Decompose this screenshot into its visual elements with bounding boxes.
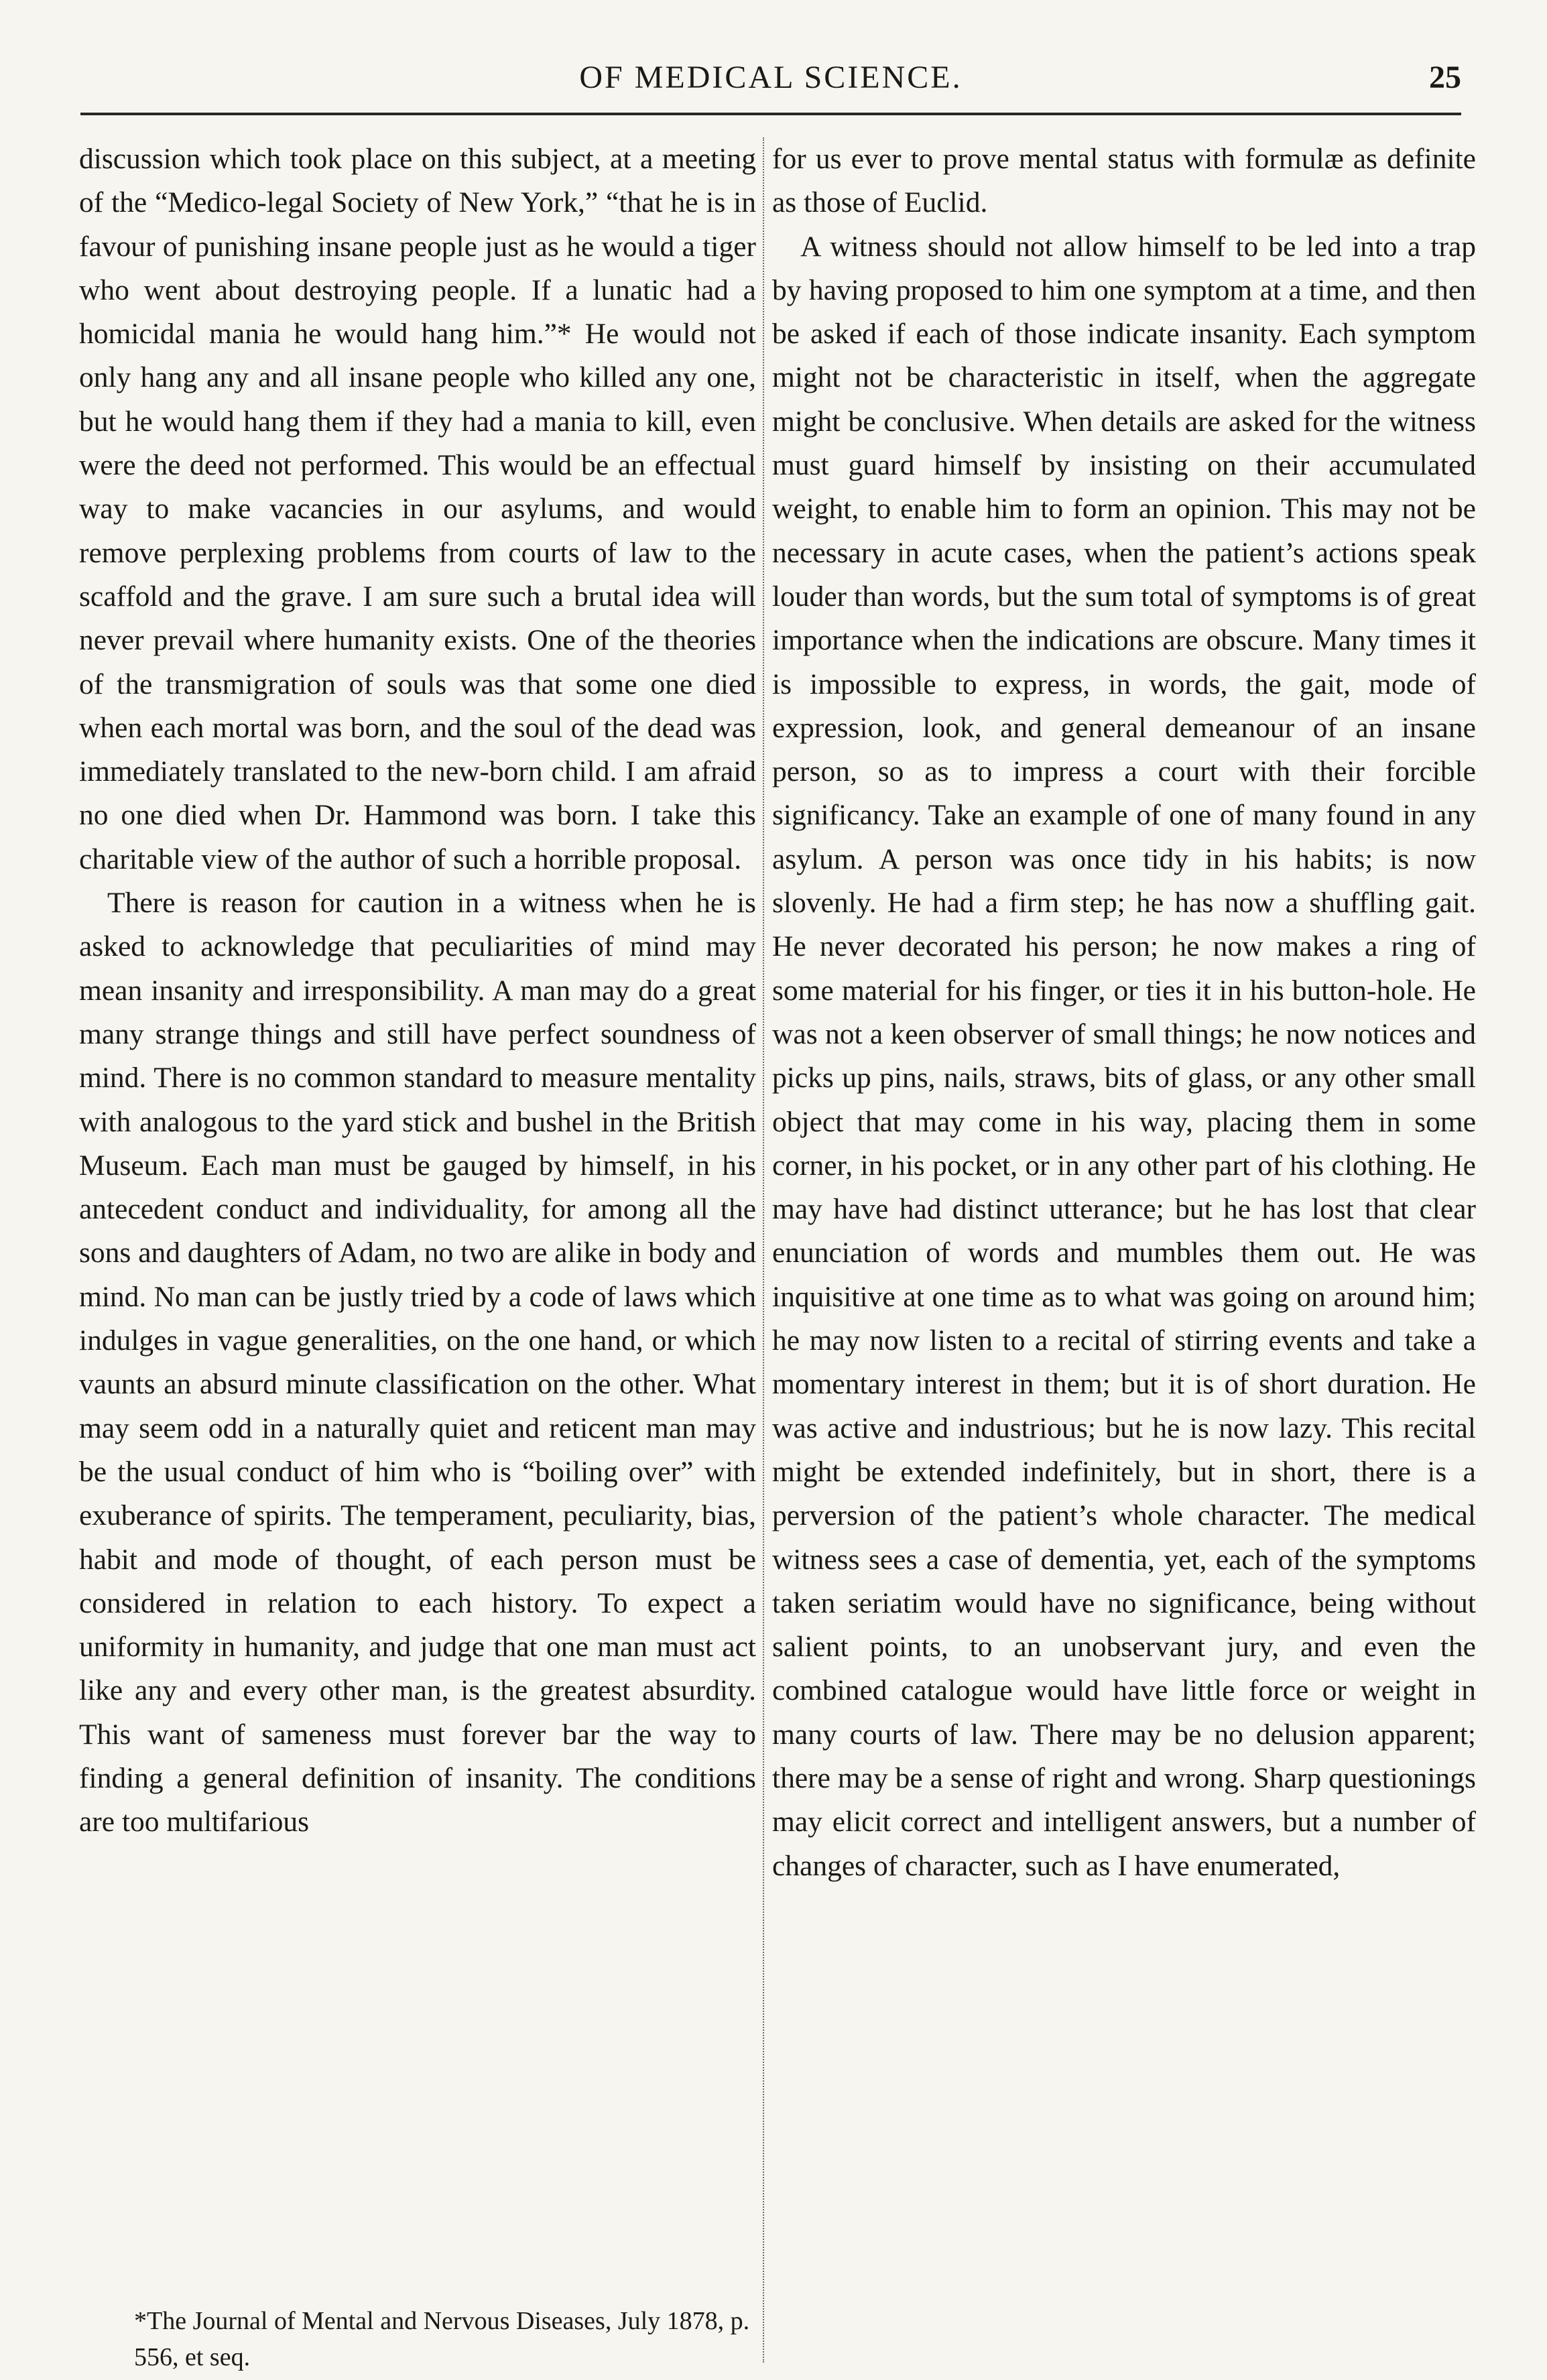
left-paragraph-1: discussion which took place on this subject, at a meeting of the “Medico-legal Society of New York,” “that he is in favour of punishing insane people just as he would a tiger who went about destroying people. If a lunatic had a homicidal mania he would hang him.”* He would not only hang any and all insane people who killed any one, but he would hang them if they had a mania to kill, even were the deed not performed. This would be an effectual way to make vacancies in our asylums, and would remove perplexing problems from courts of law to the scaffold and the grave. I am sure such a brutal idea will never prevail where humanity exists. One of the theories of the transmigration of souls was that some one died when each mortal was born, and the soul of the dead was immediately translated to the new-born child. I am afraid no one died when Dr. Hammond was born. I take this charitable view of the author of such a horrible proposal.	[79, 143, 756, 875]
footnote: *The Journal of Mental and Nervous Diseases, July 1878, p. 556, et seq.	[134, 2307, 750, 2371]
right-paragraph-2: A witness should not allow himself to be led into a trap by having proposed to him one symptom at a time, and then be asked if each of those indicate insanity. Each symptom might not be characteristic in itself, when the aggregate might be conclusive. When details are asked for the witness must guard himself by insisting on their accumulated weight, to enable him to form an opinion. This may not be necessary in acute cases, when the patient’s actions speak louder than words, but the sum total of symptoms is of great importance when the indications are obscure. Many times it is impossible to express, in words, the gait, mode of expression, look, and general demeanour of an insane person, so as to impress a court with their forcible significancy. Take an example of one of many found in any asylum. A person was once tidy in his habits; is now slovenly. He had a firm step; he has now a shuffling gait. He never decorated his person; he now makes a ring of some material for his finger, or ties it in his button-hole. He was not a keen observer of small things; he now notices and picks up pins, nails, straws, bits of glass, or any other small object that may come in his way, placing them in some corner, in his pocket, or in any other part of his clothing. He may have had distinct utterance; but he has lost that clear enunciation of words and mumbles them out. He was inquisitive at one time as to what was going on around him; he may now listen to a recital of stirring events and take a momentary interest in them; but it is of short duration. He was active and industrious; but he is now lazy. This recital might be extended indefinitely, but in short, there is a perversion of the patient’s whole character. The medical witness sees a case of dementia, yet, each of the symptoms taken seriatim would have no significance, being without salient points, to an unobservant jury, and even the combined catalogue would have little force or weight in many courts of law. There may be no delusion apparent; there may be a sense of right and wrong. Sharp questionings may elicit correct and intelligent answers, but a number of changes of character, such as I have enumerated,	[772, 230, 1476, 1882]
header-rule	[80, 113, 1461, 115]
page-number: 25	[1429, 60, 1461, 95]
page-header	[80, 52, 1461, 106]
left-column	[79, 137, 756, 1844]
left-paragraph-2: There is reason for caution in a witness when he is asked to acknowledge that peculiarities of mind may mean insanity and irresponsibility. A man may do a great many strange things and still have perfect soundness of mind. There is no common standard to measure mentality with analogous to the yard stick and bushel in the British Museum. Each man must be gauged by himself, in his antecedent conduct and individuality, for among all the sons and daughters of Adam, no two are alike in body and mind. No man can be justly tried by a code of laws which indulges in vague generalities, on the one hand, or which vaunts an absurd minute classification on the other. What may seem odd in a naturally quiet and reticent man may be the usual conduct of him who is “boiling over” with exuberance of spirits. The temperament, peculiarity, bias, habit and mode of thought, of each person must be considered in relation to each history. To expect a uniformity in humanity, and judge that one man must act like any and every other man, is the greatest absurdity. This want of sameness must forever bar the way to finding a general definition of insanity. The conditions are too multifarious	[79, 887, 756, 1838]
right-paragraph-1: for us ever to prove mental status with formulæ as definite as those of Euclid.	[772, 143, 1476, 219]
right-column	[772, 137, 1476, 1888]
running-title: OF MEDICAL SCIENCE.	[579, 60, 963, 95]
column-divider	[763, 137, 764, 2363]
